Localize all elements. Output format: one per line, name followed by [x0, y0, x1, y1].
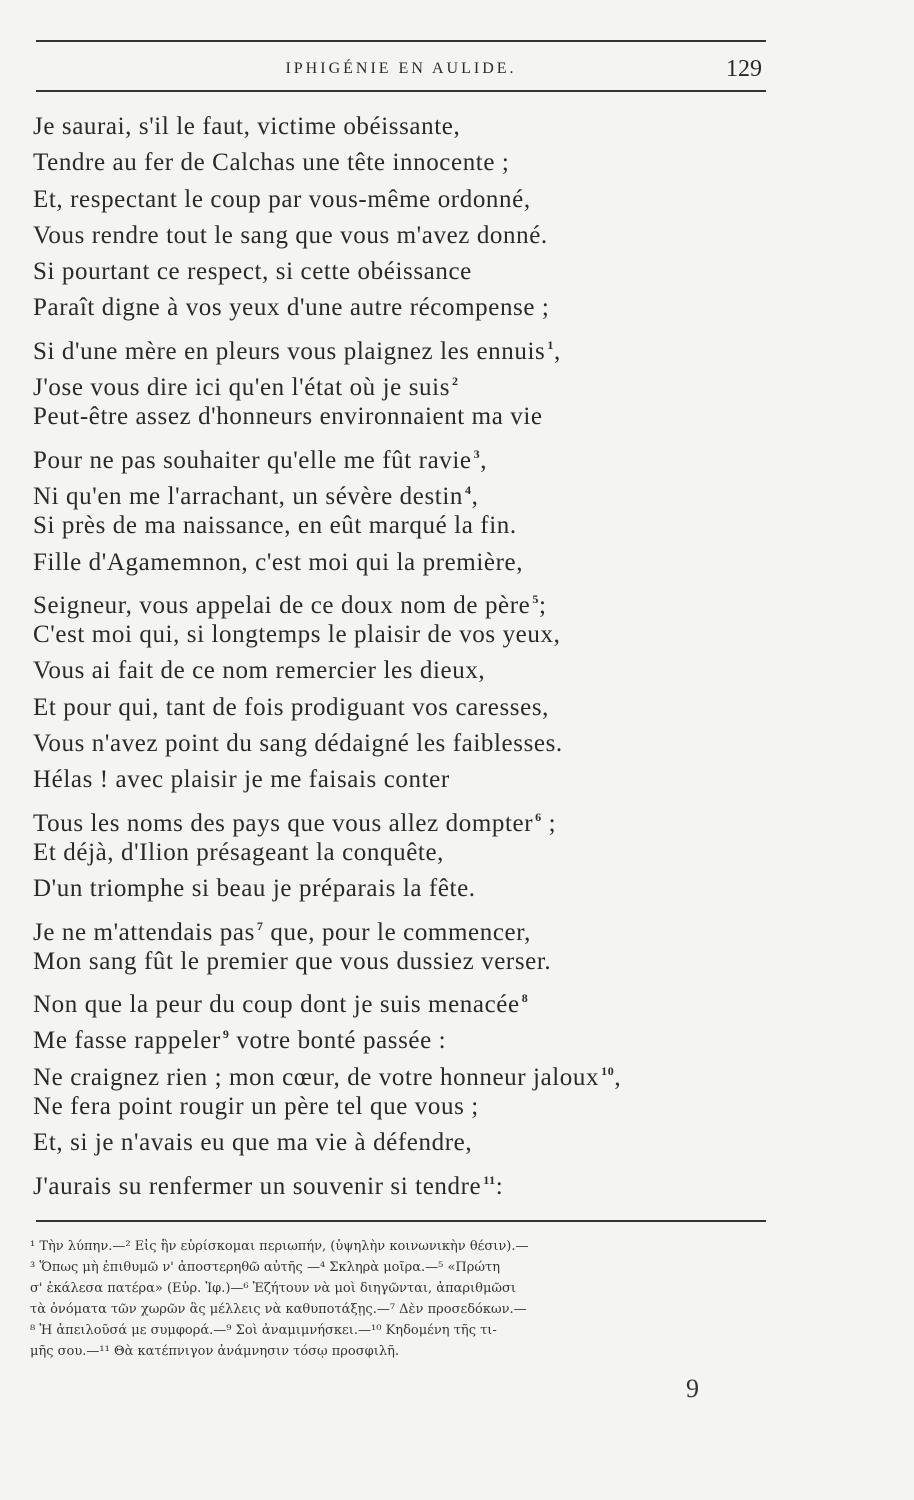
verse-line — [33, 762, 793, 798]
footnote-ref: 9 — [222, 1027, 230, 1042]
verse-line — [33, 835, 793, 871]
verse-text: Vous ai fait de ce nom remercier les dieux, — [33, 657, 486, 685]
verse-line — [33, 145, 793, 181]
verse-line — [33, 653, 793, 689]
verse-text: Fille d'Agamemnon, c'est moi qui la première, — [33, 548, 524, 576]
verse-line — [33, 436, 793, 472]
verse-text: Ne fera point rougir un père tel que vous ; — [33, 1093, 479, 1121]
verse-line — [33, 363, 793, 402]
footnote-line: σ' ἐκάλεσα πατέρα» (Εὐρ. Ἰφ.)—⁶ Ἐζήτουν νὰ μοὶ διηγῶνται, ἀπαριθμῶσι — [30, 1281, 516, 1296]
top-rule — [36, 40, 766, 42]
header-rule — [36, 90, 766, 92]
verse-punct: que, pour le commencer, — [263, 918, 531, 946]
verse-text: J'aurais su renfermer un souvenir si tendre — [33, 1172, 482, 1200]
verse-line — [33, 545, 793, 581]
verse-text: Me fasse rappeler — [33, 1027, 221, 1055]
verse-text: Mon sang fût le premier que vous dussiez verser. — [33, 947, 552, 975]
verse-text: Vous rendre tout le sang que vous m'avez donné. — [33, 221, 548, 249]
verse-punct: , — [471, 482, 479, 510]
verse-text: Ne craignez rien ; mon cœur, de votre honneur jaloux — [33, 1063, 600, 1091]
verse-text: Et déjà, d'Ilion présageant la conquête, — [33, 838, 444, 866]
page-number: 129 — [726, 56, 762, 82]
verse-line — [33, 290, 793, 326]
verse-text: Je ne m'attendais pas — [33, 918, 255, 946]
verse-text: Paraît digne à vos yeux d'une autre récompense ; — [33, 294, 550, 322]
verse-line — [33, 218, 793, 254]
verse-line — [33, 1016, 793, 1055]
footnote-line: ⁸ Ἡ ἀπειλοῦσά με συμφορά.—⁹ Σοὶ ἀναμιμνήσκει.—¹⁰ Κηδομένη τῆς τι- — [30, 1323, 497, 1338]
verse-line — [33, 254, 793, 290]
footnote-ref: 3 — [473, 446, 481, 461]
verse-text: Tous les noms des pays que vous allez dompter — [33, 809, 534, 837]
verse-text: Ni qu'en me l'arrachant, un sévère destin — [33, 482, 463, 510]
verse-line — [33, 109, 793, 145]
footnote-ref: 1 — [547, 337, 554, 352]
verse-punct: : — [495, 1172, 504, 1200]
verse-line — [33, 327, 793, 363]
verse-line — [33, 508, 793, 544]
verse-text: Je saurai, s'il le faut, victime obéissante, — [33, 113, 461, 140]
verse-line — [33, 581, 793, 617]
verse-text: Tendre au fer de Calchas une tête innocente ; — [33, 149, 510, 177]
verse-line — [33, 617, 793, 653]
footnote-line: ¹ Τὴν λύπην.—² Εἰς ἣν εὑρίσκομαι περιωπήν, (ὑψηλὴν κοινωνικὴν θέσιν).— — [30, 1239, 529, 1254]
verse-line — [33, 980, 793, 1019]
footnotes — [30, 1236, 770, 1362]
verse-text: Hélas ! avec plaisir je me faisais conter — [33, 766, 450, 794]
verse-text: Non que la peur du coup dont je suis menacée — [33, 991, 520, 1019]
verse-line — [33, 472, 793, 508]
verse-punct: ; — [538, 591, 547, 619]
footnote-ref: 5 — [532, 591, 539, 606]
footnote-line: ³ Ὅπως μὴ ἐπιθυμῶ ν' ἀποστερηθῶ αὐτῆς —⁴ Σκληρὰ μοῖρα.—⁵ «Πρώτη — [30, 1260, 500, 1275]
verse-text: Si pourtant ce respect, si cette obéissance — [33, 258, 472, 286]
verse-line — [33, 871, 793, 907]
verse-line — [33, 1162, 793, 1198]
verse-text: Pour ne pas souhaiter qu'elle me fût ravie — [33, 446, 472, 474]
verse-text: Vous n'avez point du sang dédaigné les faiblesses. — [33, 730, 563, 758]
verse-line — [33, 1125, 793, 1161]
verse-text: Et, si je n'avais eu que ma vie à défendre, — [33, 1129, 473, 1157]
footnote-ref: 6 — [535, 809, 542, 824]
footnote-ref: 11 — [483, 1172, 496, 1187]
verse-text: Peut-être assez d'honneurs environnaient ma vie — [33, 403, 543, 431]
verse-line — [33, 726, 793, 762]
verse-punct: , — [614, 1063, 622, 1091]
verse-line — [33, 799, 793, 835]
verse-text: C'est moi qui, si longtemps le plaisir de vos yeux, — [33, 621, 561, 649]
verse-text: J'ose vous dire ici qu'en l'état où je suis — [33, 374, 451, 402]
footnote-ref: 10 — [601, 1063, 615, 1078]
verse-line — [33, 399, 793, 435]
verse-text: Et, respectant le coup par vous-même ordonné, — [33, 185, 531, 213]
verse-line — [33, 182, 793, 218]
verse-punct: , — [480, 446, 488, 474]
verse-list — [33, 109, 793, 1198]
verse-line — [33, 1089, 793, 1125]
verse-punct: votre bonté passée : — [229, 1027, 447, 1055]
verse-text: Si d'une mère en pleurs vous plaignez les ennuis — [33, 337, 546, 365]
running-head — [36, 56, 766, 84]
footnote-ref: 4 — [464, 482, 472, 497]
footnote-rule — [36, 1220, 766, 1222]
footnote-ref: 2 — [452, 374, 459, 389]
verse-punct: , — [553, 337, 561, 365]
verse-line — [33, 1053, 793, 1089]
footnote-ref: 8 — [521, 991, 529, 1006]
verse-punct: ; — [541, 809, 557, 837]
verse-line — [33, 690, 793, 726]
running-title: IPHIGÉNIE EN AULIDE. — [285, 60, 517, 77]
footnote-ref: 7 — [256, 918, 264, 933]
verse-text: D'un triomphe si beau je préparais la fête. — [33, 875, 476, 903]
verse-text: Si près de ma naissance, en eût marqué la fin. — [33, 512, 517, 540]
footnote-line: μῆς σου.—¹¹ Θὰ κατέπνιγον ἀνάμνησιν τόσῳ προσφιλῆ. — [30, 1344, 399, 1359]
verse-text: Seigneur, vous appelai de ce doux nom de père — [33, 591, 531, 619]
footnote-line: τὰ ὀνόματα τῶν χωρῶν ἃς μέλλεις νὰ καθυποτάξῃς.—⁷ Δὲν προσεδόκων.— — [30, 1302, 527, 1317]
verse-line — [33, 908, 793, 944]
signature-mark: 9 — [686, 1374, 699, 1403]
verse-line — [33, 944, 793, 980]
verse-text: Et pour qui, tant de fois prodiguant vos caresses, — [33, 693, 550, 721]
